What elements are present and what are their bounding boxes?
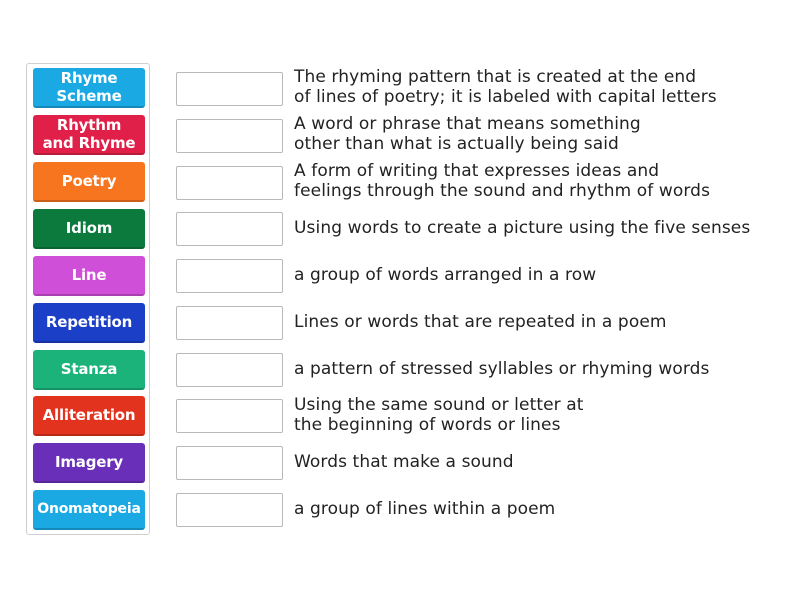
- answer-drop-box-6[interactable]: [176, 306, 283, 340]
- definition-4: Using words to create a picture using the five senses: [294, 218, 751, 238]
- tile-rhyme-scheme[interactable]: Rhyme Scheme: [33, 68, 145, 108]
- tile-repetition[interactable]: Repetition: [33, 303, 145, 343]
- answer-drop-box-10[interactable]: [176, 493, 283, 527]
- answer-drop-box-9[interactable]: [176, 446, 283, 480]
- answer-drop-box-5[interactable]: [176, 259, 283, 293]
- definition-8: Using the same sound or letter at the beginning of words or lines: [294, 395, 584, 435]
- tile-alliteration[interactable]: Alliteration: [33, 396, 145, 436]
- definition-9: Words that make a sound: [294, 452, 514, 472]
- tile-bank: [26, 63, 150, 535]
- definition-3: A form of writing that expresses ideas and feelings through the sound and rhythm of words: [294, 161, 711, 201]
- tile-idiom[interactable]: Idiom: [33, 209, 145, 249]
- answer-drop-box-1[interactable]: [176, 72, 283, 106]
- tile-rhythm-and-rhyme[interactable]: Rhythm and Rhyme: [33, 115, 145, 155]
- tile-stanza[interactable]: Stanza: [33, 350, 145, 390]
- tile-imagery[interactable]: Imagery: [33, 443, 145, 483]
- answer-drop-box-8[interactable]: [176, 399, 283, 433]
- answer-drop-box-2[interactable]: [176, 119, 283, 153]
- tile-poetry[interactable]: Poetry: [33, 162, 145, 202]
- answer-drop-box-3[interactable]: [176, 166, 283, 200]
- tile-line[interactable]: Line: [33, 256, 145, 296]
- answer-drop-box-7[interactable]: [176, 353, 283, 387]
- definition-6: Lines or words that are repeated in a poem: [294, 312, 667, 332]
- definition-5: a group of words arranged in a row: [294, 265, 597, 285]
- definition-2: A word or phrase that means something other than what is actually being said: [294, 114, 641, 154]
- answer-drop-box-4[interactable]: [176, 212, 283, 246]
- tile-onomatopeia[interactable]: Onomatopeia: [33, 490, 145, 530]
- definition-10: a group of lines within a poem: [294, 499, 556, 519]
- definition-7: a pattern of stressed syllables or rhyming words: [294, 359, 710, 379]
- definition-1: The rhyming pattern that is created at the end of lines of poetry; it is labeled with capital letters: [294, 67, 717, 107]
